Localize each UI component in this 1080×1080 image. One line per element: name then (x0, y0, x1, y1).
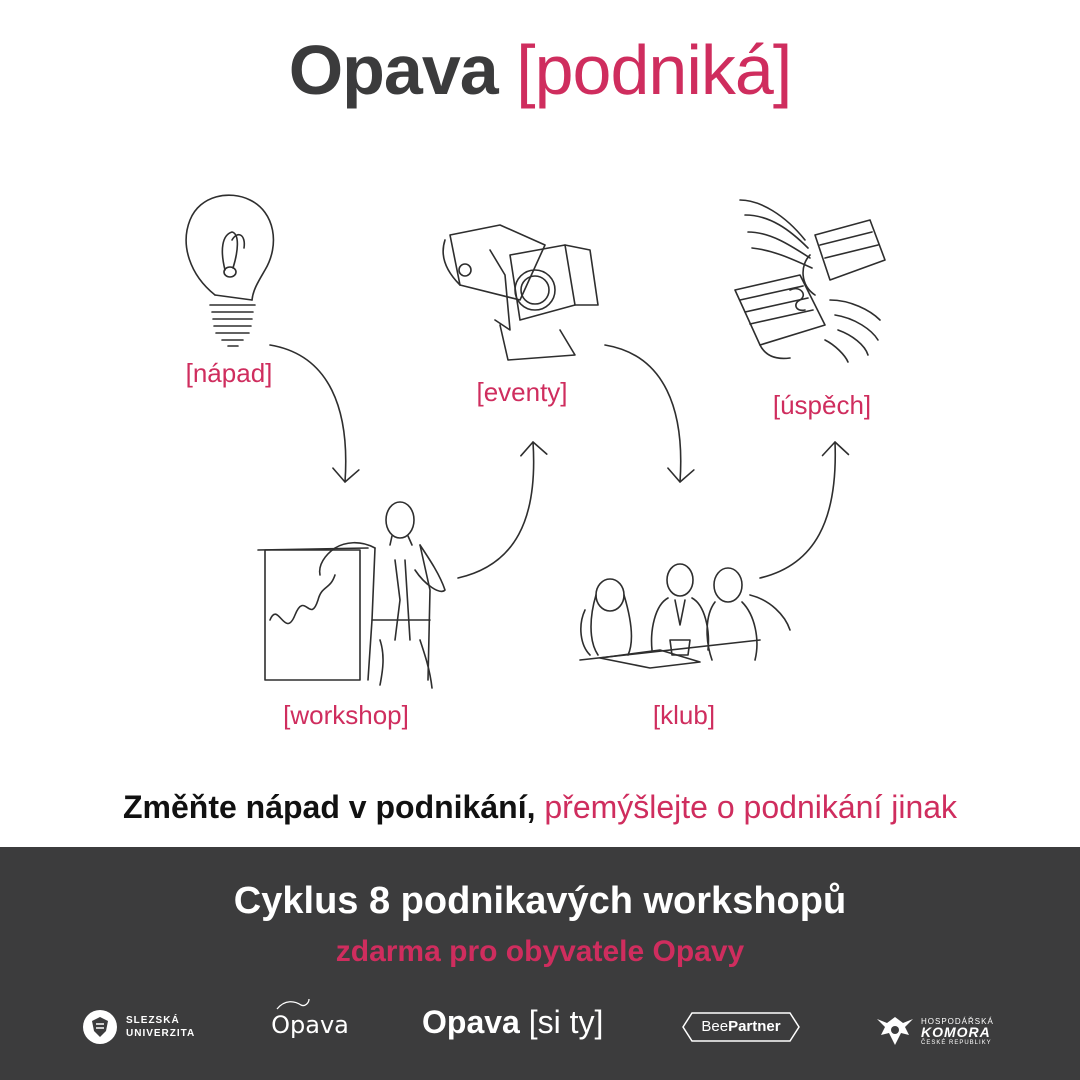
tagline-accent: přemýšlejte o podnikání jinak (535, 789, 958, 825)
opava-si-ty-logo (422, 1004, 603, 1054)
footer-subtitle: zdarma pro obyvatele Opavy (335, 935, 745, 968)
presenter-icon (258, 502, 445, 688)
tagline-bold: Změňte nápad v podnikání, (122, 789, 536, 825)
footer-title: Cyklus 8 podnikavých workshopů (233, 880, 847, 922)
slezska-univerzita-logo (82, 1002, 195, 1052)
arrow-klub-uspech (760, 442, 835, 578)
opava-si-ty-main: Opava (422, 1004, 520, 1040)
step-label-workshop: [workshop] (283, 700, 409, 730)
lion-crest-icon (873, 1013, 917, 1051)
komora-line3: ČESKÉ REPUBLIKY (921, 1039, 992, 1046)
meeting-icon (580, 564, 790, 668)
slu-line1: SLEZSKÁ (126, 1015, 180, 1026)
spotlight-icon (443, 225, 598, 360)
opava-city-logo (265, 995, 355, 1045)
swan-icon (273, 995, 313, 1013)
opava-si-ty-accent: [si ty] (519, 1004, 604, 1040)
title-accent: [podniká] (516, 31, 792, 109)
footer-banner (0, 847, 1080, 1080)
arrow-workshop-eventy (458, 442, 534, 578)
komora-line2: KOMORA (921, 1023, 991, 1040)
tagline (0, 785, 1080, 829)
title-main: Opava (288, 31, 498, 109)
opava-city-word: Opava (271, 1011, 349, 1039)
lightbulb-icon (186, 195, 273, 346)
step-label-uspech: [úspěch] (772, 390, 872, 420)
hospodarska-komora-logo (873, 1007, 994, 1057)
step-label-napad: [nápad] (185, 358, 273, 388)
komora-line1: HOSPODÁŘSKÁ (921, 1016, 994, 1026)
step-label-eventy: [eventy] (476, 377, 568, 407)
bee-text: Bee (701, 1018, 729, 1035)
slu-line2: UNIVERZITA (126, 1028, 196, 1039)
university-crest-icon (82, 1009, 118, 1045)
arrow-napad-workshop (270, 345, 346, 482)
step-label-klub: [klub] (652, 700, 716, 730)
arrow-eventy-klub (605, 345, 681, 482)
winged-money-icon (735, 200, 885, 362)
partner-text: Partner (728, 1018, 781, 1035)
beepartner-logo (682, 1012, 800, 1042)
